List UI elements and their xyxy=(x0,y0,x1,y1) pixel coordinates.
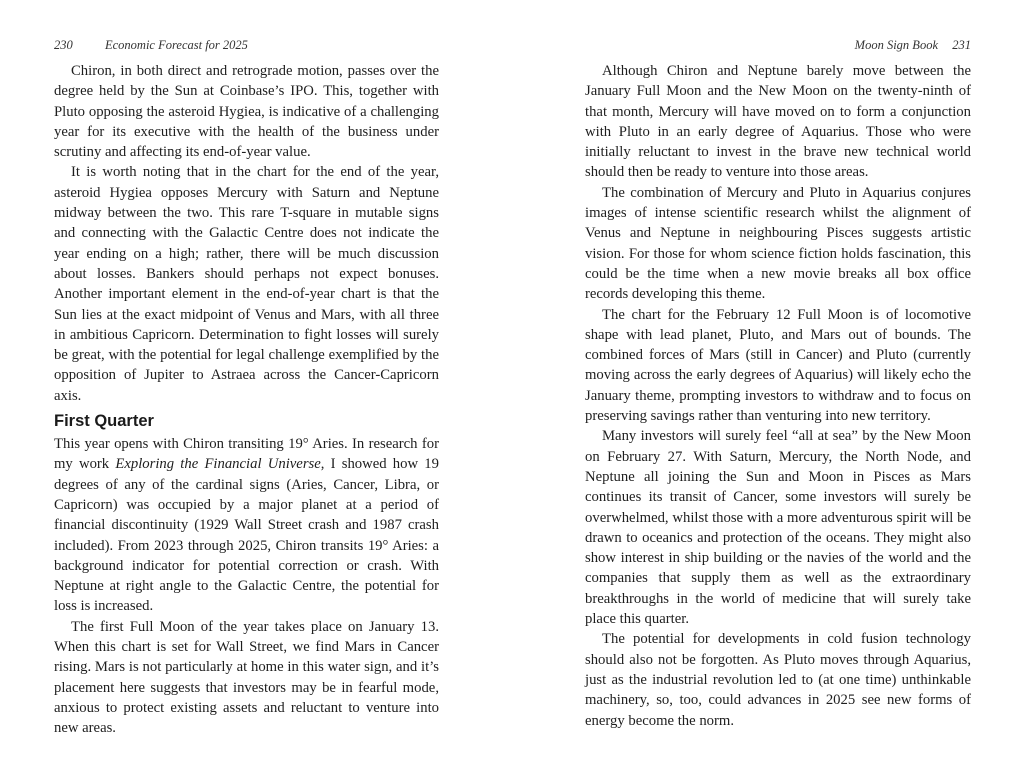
paragraph: The potential for developments in cold fusion technology should also not be forgotten. As Pluto moves through Aquarius, just as the industrial revolution led to (at one time) unthinkable machinery, so, too, could advances in 2025 see new forms of energy become the norm. xyxy=(585,631,971,729)
running-title: Moon Sign Book xyxy=(854,38,938,52)
paragraph xyxy=(54,434,439,617)
paragraph: The chart for the February 12 Full Moon is of locomotive shape with lead planet, Pluto, and Mars out of bounds. The combined forces of Mars (still in Cancer) and Pluto (currently moving across the early degrees of Aquarius) will likely echo the January theme, prompting investors to withdraw and to focus on preserving savings rather than venturing into new territory. xyxy=(585,306,971,425)
left-page-header xyxy=(54,38,439,56)
running-title: Economic Forecast for 2025 xyxy=(105,38,248,52)
page-number: 230 xyxy=(54,38,73,52)
paragraph: The first Full Moon of the year takes place on January 13. When this chart is set for Wall Street, we find Mars in Cancer rising. Mars is not particularly at home in this water sign, and it’s placement here suggests that investors may be in fearful mode, anxious to protect existing assets and reluctant to venture into new areas. xyxy=(54,618,439,737)
paragraph: The combination of Mercury and Pluto in Aquarius conjures images of intense scientific research whilst the alignment of Venus and Neptune in neighbouring Pisces suggests artistic vision. For those for whom science fiction holds fascination, this could be the time when a new movie breaks all box office records developing this theme. xyxy=(585,184,971,303)
right-page-header xyxy=(585,38,971,56)
book-title: Exploring the Financial Universe xyxy=(115,456,321,473)
paragraph: It is worth noting that in the chart for the end of the year, asteroid Hygiea opposes Mercury with Saturn and Neptune midway between the two. This rare T-square in mutable signs and connecting with the Galactic Centre does not indicate the year ending on a high; rather, there will be much discussion about losses. Bankers should perhaps not expect bonuses. Another important element in the end-of-year chart is that the Sun lies at the exact midpoint of Venus and Mars, with all three in ambitious Capricorn. Determination to fight losses will surely be great, with the potential for legal challenge exemplified by the opposition of Jupiter to Astraea across the Cancer-Capricorn axis. xyxy=(54,164,439,404)
paragraph-text: , I showed how 19 degrees of any of the cardinal signs (Aries, Cancer, Libra, or Capricorn) was occupied by a major planet at a period of financial discontinuity (1929 Wall Street crash and 1987 crash included). From 2023 through 2025, Chiron transits 19° Aries: a background indicator for potential correction or crash. With Neptune at right angle to the Galactic Centre, the potential for loss is increased. xyxy=(54,456,439,615)
paragraph-text: This year opens with Chiron transiting 19° Aries. In research for my work xyxy=(54,436,439,473)
left-page xyxy=(54,0,439,780)
section-heading: First Quarter xyxy=(54,412,154,431)
right-page-body xyxy=(585,61,971,731)
paragraph: Although Chiron and Neptune barely move between the January Full Moon and the New Moon on the twenty-ninth of that month, Mercury will have moved on to form a conjunction with Pluto in an early degree of Aquarius. Those who were initially reluctant to invest in the brave new technical world should then be ready to venture into those areas. xyxy=(585,63,971,181)
paragraph: Many investors will surely feel “all at sea” by the New Moon on February 27. With Saturn, Mercury, the North Node, and Neptune all joining the Sun and Moon in Pisces as Mars continues its transit of Cancer, some investors will surely be overwhelmed, whilst those with a more adventurous spirit will be drawn to oceanics and protection of the oceans. They might also show interest in ship building or the navies of the world and the companies that supply them as well as the extraordinary breakthroughs in the world of medicine that will surely take place this quarter. xyxy=(585,428,971,628)
right-page xyxy=(585,0,971,780)
page-number: 231 xyxy=(952,38,971,52)
left-page-body xyxy=(54,61,439,739)
paragraph: Chiron, in both direct and retrograde motion, passes over the degree held by the Sun at Coinbase’s IPO. This, together with Pluto opposing the asteroid Hygiea, is indicative of a challenging year for its executive with the health of the business under scrutiny and affecting its end-of-year value. xyxy=(54,63,439,161)
